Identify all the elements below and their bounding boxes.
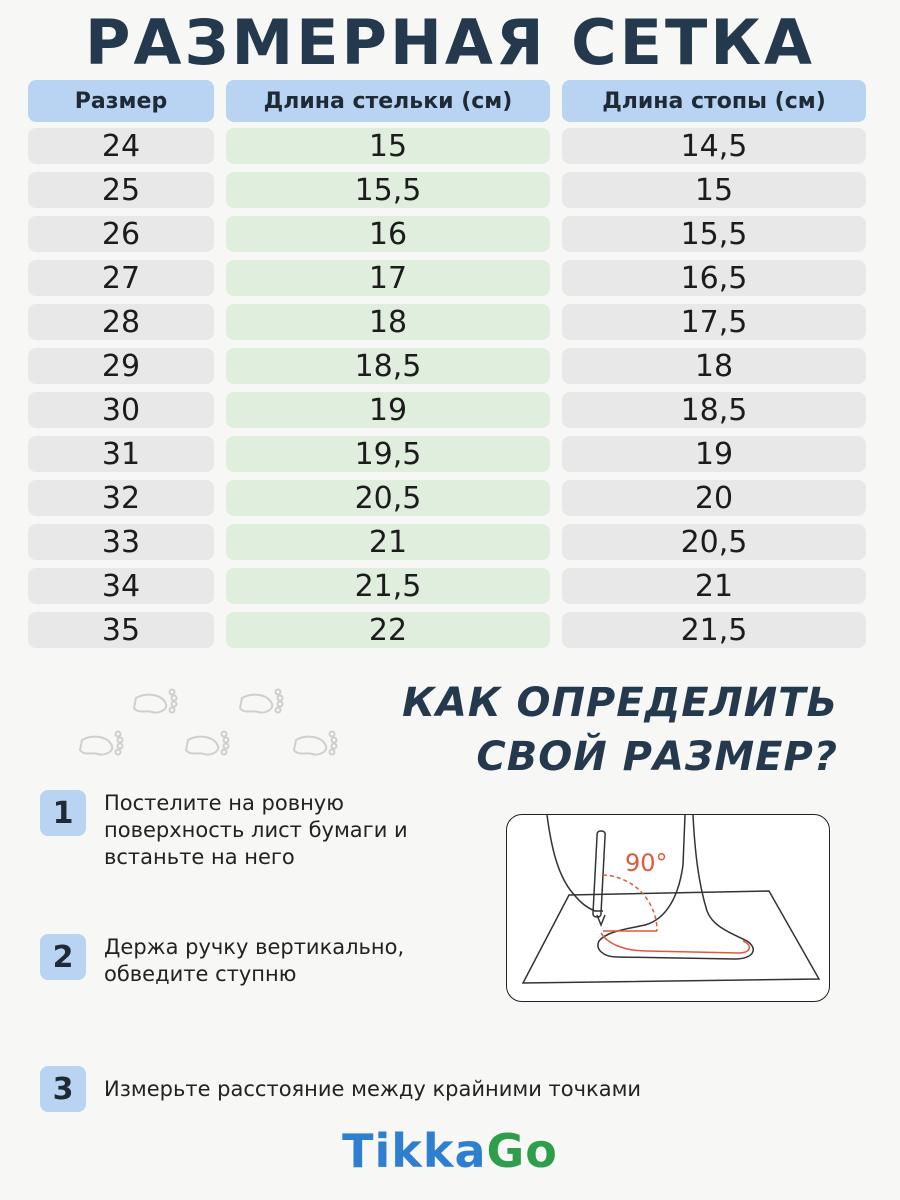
table-row — [28, 128, 866, 172]
step-text: Измерьте расстояние между крайними точками — [104, 1077, 642, 1101]
insole-length-cell: 19,5 — [226, 436, 550, 472]
size-cell: 35 — [28, 612, 214, 648]
page-title: РАЗМЕРНАЯ СЕТКА — [85, 6, 815, 79]
step-number-badge: 2 — [40, 934, 86, 980]
foot-length-cell: 14,5 — [562, 128, 866, 164]
table-row — [28, 568, 866, 612]
foot-tracing-illustration — [506, 814, 830, 1002]
insole-length-cell: 21,5 — [226, 568, 550, 604]
insole-length-cell: 22 — [226, 612, 550, 648]
size-cell: 32 — [28, 480, 214, 516]
table-row — [28, 392, 866, 436]
size-cell: 30 — [28, 392, 214, 428]
header-size: Размер — [28, 80, 214, 122]
size-cell: 28 — [28, 304, 214, 340]
foot-tracing-drawing — [507, 815, 830, 1002]
size-cell: 34 — [28, 568, 214, 604]
foot-length-cell: 19 — [562, 436, 866, 472]
size-cell: 31 — [28, 436, 214, 472]
brand-logo — [0, 1124, 900, 1178]
step-text: Постелите на ровную поверхность лист бумаги и встаньте на него — [104, 791, 408, 869]
foot-length-cell: 15 — [562, 172, 866, 208]
angle-label: 90° — [625, 849, 668, 877]
logo-part1: Tikka — [342, 1124, 487, 1178]
insole-length-cell: 16 — [226, 216, 550, 252]
size-cell: 25 — [28, 172, 214, 208]
table-row — [28, 260, 866, 304]
size-cell: 33 — [28, 524, 214, 560]
table-row — [28, 436, 866, 480]
foot-length-cell: 20 — [562, 480, 866, 516]
foot-length-cell: 18 — [562, 348, 866, 384]
step-text: Держа ручку вертикально, обведите ступню — [104, 935, 405, 986]
insole-length-cell: 15 — [226, 128, 550, 164]
foot-length-cell: 15,5 — [562, 216, 866, 252]
how-to-heading — [402, 676, 838, 784]
table-row — [28, 304, 866, 348]
step-number-badge: 3 — [40, 1066, 86, 1112]
table-row — [28, 172, 866, 216]
size-cell: 26 — [28, 216, 214, 252]
insole-length-cell: 20,5 — [226, 480, 550, 516]
header-insole-length: Длина стельки (см) — [226, 80, 550, 122]
insole-length-cell: 18,5 — [226, 348, 550, 384]
foot-length-cell: 21,5 — [562, 612, 866, 648]
how-to-line2: СВОЙ РАЗМЕР? — [476, 734, 838, 780]
table-row — [28, 480, 866, 524]
insole-length-cell: 19 — [226, 392, 550, 428]
table-header-row — [28, 80, 866, 128]
table-row — [28, 216, 866, 260]
table-row — [28, 348, 866, 392]
size-cell: 29 — [28, 348, 214, 384]
foot-length-cell: 17,5 — [562, 304, 866, 340]
footprints-decoration — [76, 678, 356, 768]
table-row — [28, 524, 866, 568]
table-row — [28, 612, 866, 656]
foot-length-cell: 18,5 — [562, 392, 866, 428]
logo-part2: Go — [486, 1124, 558, 1178]
insole-length-cell: 21 — [226, 524, 550, 560]
size-table — [28, 80, 866, 656]
insole-length-cell: 18 — [226, 304, 550, 340]
size-cell: 24 — [28, 128, 214, 164]
foot-length-cell: 16,5 — [562, 260, 866, 296]
insole-length-cell: 17 — [226, 260, 550, 296]
how-to-line1: КАК ОПРЕДЕЛИТЬ — [402, 680, 838, 726]
header-foot-length: Длина стопы (см) — [562, 80, 866, 122]
size-cell: 27 — [28, 260, 214, 296]
foot-length-cell: 20,5 — [562, 524, 866, 560]
foot-length-cell: 21 — [562, 568, 866, 604]
step-number-badge: 1 — [40, 790, 86, 836]
insole-length-cell: 15,5 — [226, 172, 550, 208]
